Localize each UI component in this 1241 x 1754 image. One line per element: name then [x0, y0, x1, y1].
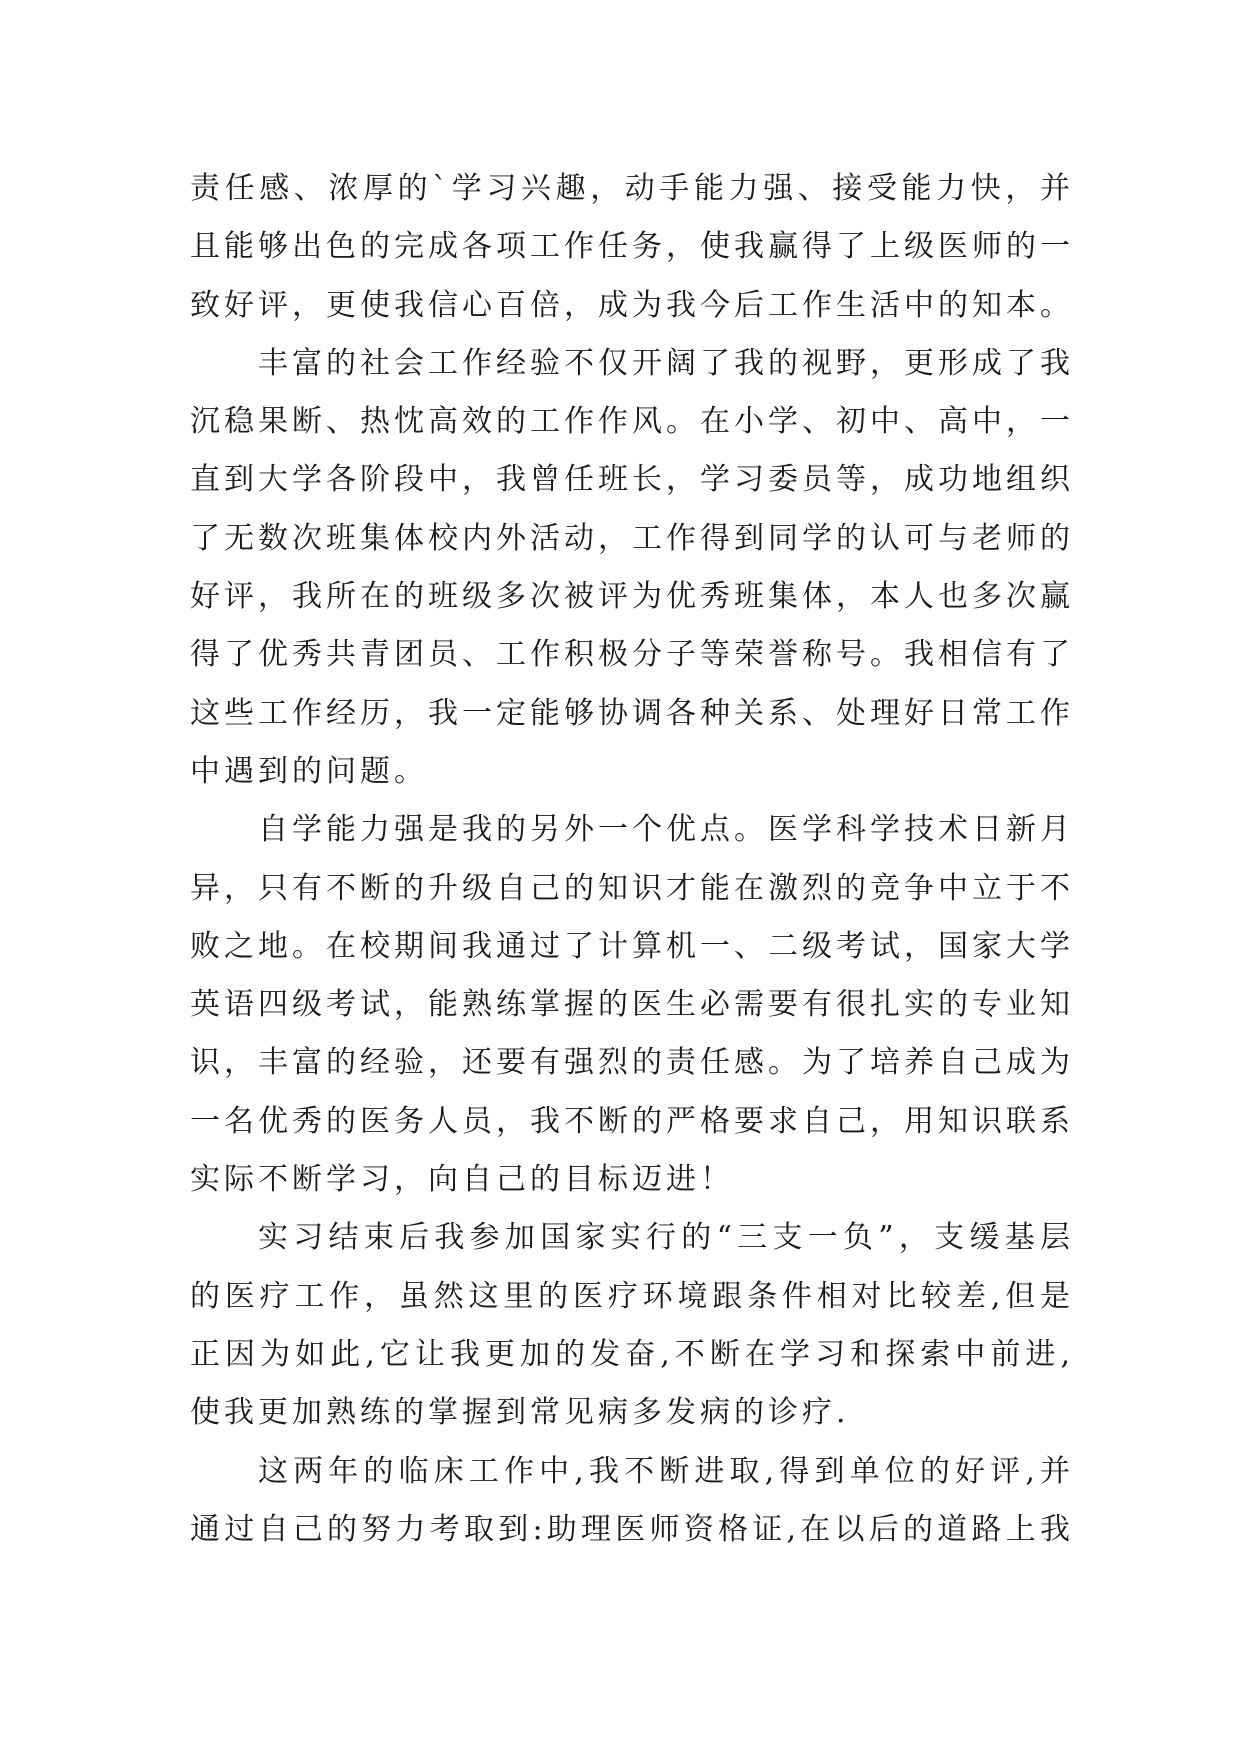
- text-line: 这两年的临床工作中,我不断进取,得到单位的好评,并: [258, 1453, 1070, 1489]
- text-line: 责任感、浓厚的`学习兴趣，动手能力强、接受能力快，并: [190, 171, 1070, 206]
- text-line: 好评，我所在的班级多次被评为优秀班集体，本人也多次赢: [190, 579, 1070, 615]
- text-line: 异，只有不断的升级自己的知识才能在激烈的竞争中立于不: [190, 870, 1070, 906]
- text-line: 且能够出色的完成各项工作任务，使我赢得了上级医师的一: [190, 229, 1070, 265]
- text-line: 使我更加熟练的掌握到常见病多发病的诊疗.: [190, 1395, 850, 1431]
- text-line: 的医疗工作，虽然这里的医疗环境跟条件相对比较差,但是: [190, 1278, 1070, 1314]
- text-line: 致好评，更使我信心百倍，成为我今后工作生活中的知本。: [190, 287, 1070, 323]
- text-line: 丰富的社会工作经验不仅开阔了我的视野，更形成了我: [258, 345, 1070, 381]
- body-text: [190, 160, 1070, 1559]
- text-line: 识，丰富的经验，还要有强烈的责任感。为了培养自己成为: [190, 1045, 1070, 1081]
- text-line: 沉稳果断、热忱高效的工作作风。在小学、初中、高中，一: [190, 404, 1070, 440]
- text-line: 实习结束后我参加国家实行的“三支一负”，支缓基层: [258, 1220, 1070, 1256]
- text-line: 得了优秀共青团员、工作积极分子等荣誉称号。我相信有了: [190, 637, 1070, 673]
- text-line: 败之地。在校期间我通过了计算机一、二级考试，国家大学: [190, 928, 1070, 964]
- text-line: 了无数次班集体校内外活动，工作得到同学的认可与老师的: [190, 520, 1070, 556]
- text-line: 通过自己的努力考取到:助理医师资格证,在以后的道路上我: [190, 1511, 1070, 1547]
- text-line: 正因为如此,它让我更加的发奋,不断在学习和探索中前进,: [190, 1336, 1070, 1372]
- text-line: 实际不断学习，向自己的目标迈进！: [190, 1162, 734, 1198]
- text-line: 直到大学各阶段中，我曾任班长，学习委员等，成功地组织: [190, 462, 1070, 498]
- text-line: 英语四级考试，能熟练掌握的医生必需要有很扎实的专业知: [190, 987, 1070, 1023]
- text-line: 自学能力强是我的另外一个优点。医学科学技术日新月: [258, 812, 1070, 848]
- text-line: 中遇到的问题。: [190, 753, 428, 789]
- text-line: 一名优秀的医务人员，我不断的严格要求自己，用知识联系: [190, 1103, 1070, 1139]
- text-line: 这些工作经历，我一定能够协调各种关系、处理好日常工作: [190, 695, 1070, 731]
